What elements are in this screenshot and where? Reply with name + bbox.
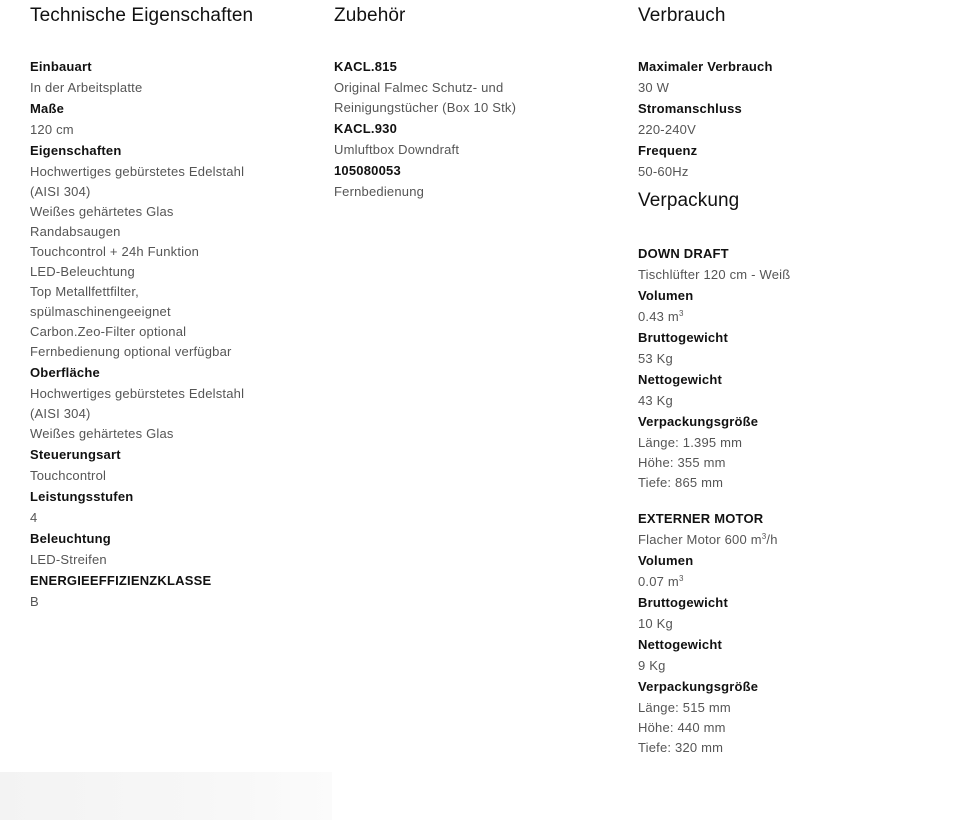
properties-line: Randabsaugen [30, 224, 121, 239]
properties-line: Carbon.Zeo-Filter optional [30, 324, 187, 339]
surface-label: Oberfläche [30, 365, 100, 380]
properties-label: Eigenschaften [30, 143, 122, 158]
surface-line: (AISI 304) [30, 406, 91, 421]
accessory-description: Fernbedienung [334, 184, 425, 199]
accessories-heading: Zubehör [334, 5, 406, 26]
consumption-heading: Verbrauch [638, 5, 726, 26]
external-motor-volume-label: Volumen [638, 553, 694, 568]
external-motor-net-weight-value: 9 Kg [638, 658, 666, 673]
dimensions-value: 120 cm [30, 122, 74, 137]
power-supply-label: Stromanschluss [638, 101, 742, 116]
lighting-label: Beleuchtung [30, 531, 111, 546]
energy-class-value: B [30, 594, 39, 609]
down-draft-gross-weight-value: 53 Kg [638, 351, 673, 366]
external-motor-length: Länge: 515 mm [638, 700, 731, 715]
down-draft-height: Höhe: 355 mm [638, 455, 726, 470]
accessory-code: 105080053 [334, 163, 401, 178]
external-motor-depth: Tiefe: 320 mm [638, 740, 724, 755]
down-draft-subtitle: Tischlüfter 120 cm - Weiß [638, 267, 791, 282]
external-motor-volume-value: 0.07 $m^3$ [638, 574, 684, 589]
properties-line: Hochwertiges gebürstetes Edelstahl [30, 164, 245, 179]
down-draft-volume-label: Volumen [638, 288, 694, 303]
installation-type-label: Einbauart [30, 59, 92, 74]
accessory-code: KACL.930 [334, 121, 398, 136]
max-consumption-value: 30 W [638, 80, 670, 95]
power-supply-value: 220-240V [638, 122, 696, 137]
external-motor-net-weight-label: Nettogewicht [638, 637, 723, 652]
power-levels-value: 4 [30, 510, 38, 525]
accessory-code: KACL.815 [334, 59, 398, 74]
down-draft-volume-value: 0.43 $m^3$ [638, 309, 684, 324]
surface-line: Weißes gehärtetes Glas [30, 426, 174, 441]
packaging-heading: Verpackung [638, 190, 740, 211]
control-type-value: Touchcontrol [30, 468, 107, 483]
properties-line: (AISI 304) [30, 184, 91, 199]
lighting-value: LED-Streifen [30, 552, 107, 567]
control-type-label: Steuerungsart [30, 447, 121, 462]
properties-line: Weißes gehärtetes Glas [30, 204, 174, 219]
external-motor-subtitle: Flacher Motor 600 $m^3/h$ [638, 532, 778, 547]
installation-type-value: In der Arbeitsplatte [30, 80, 143, 95]
consumption-packaging-column [638, 0, 958, 758]
frequency-value: 50-60Hz [638, 164, 689, 179]
external-motor-height: Höhe: 440 mm [638, 720, 726, 735]
accessory-description: Reinigungstücher (Box 10 Stk) [334, 100, 517, 115]
faded-overlay-panel [0, 772, 332, 820]
frequency-label: Frequenz [638, 143, 698, 158]
properties-line: Touchcontrol + 24h Funktion [30, 244, 200, 259]
external-motor-title: EXTERNER MOTOR [638, 511, 764, 526]
surface-line: Hochwertiges gebürstetes Edelstahl [30, 386, 245, 401]
down-draft-depth: Tiefe: 865 mm [638, 475, 724, 490]
down-draft-length: Länge: 1.395 mm [638, 435, 743, 450]
properties-line: LED-Beleuchtung [30, 264, 135, 279]
properties-line: Fernbedienung optional verfügbar [30, 344, 232, 359]
down-draft-package-size-label: Verpackungsgröße [638, 414, 759, 429]
down-draft-net-weight-value: 43 Kg [638, 393, 673, 408]
external-motor-package-size-label: Verpackungsgröße [638, 679, 759, 694]
external-motor-gross-weight-value: 10 Kg [638, 616, 673, 631]
dimensions-label: Maße [30, 101, 65, 116]
accessory-description: Original Falmec Schutz- und [334, 80, 504, 95]
energy-class-label: ENERGIEEFFIZIENZKLASSE [30, 573, 212, 588]
properties-line: Top Metallfettfilter, [30, 284, 139, 299]
technical-properties-heading: Technische Eigenschaften [30, 5, 254, 26]
down-draft-title: DOWN DRAFT [638, 246, 729, 261]
accessory-description: Umluftbox Downdraft [334, 142, 460, 157]
properties-line: spülmaschinengeeignet [30, 304, 171, 319]
power-levels-label: Leistungsstufen [30, 489, 134, 504]
external-motor-gross-weight-label: Bruttogewicht [638, 595, 728, 610]
technical-properties-column [30, 0, 320, 612]
down-draft-gross-weight-label: Bruttogewicht [638, 330, 728, 345]
accessories-column [334, 0, 624, 202]
max-consumption-label: Maximaler Verbrauch [638, 59, 773, 74]
down-draft-net-weight-label: Nettogewicht [638, 372, 723, 387]
